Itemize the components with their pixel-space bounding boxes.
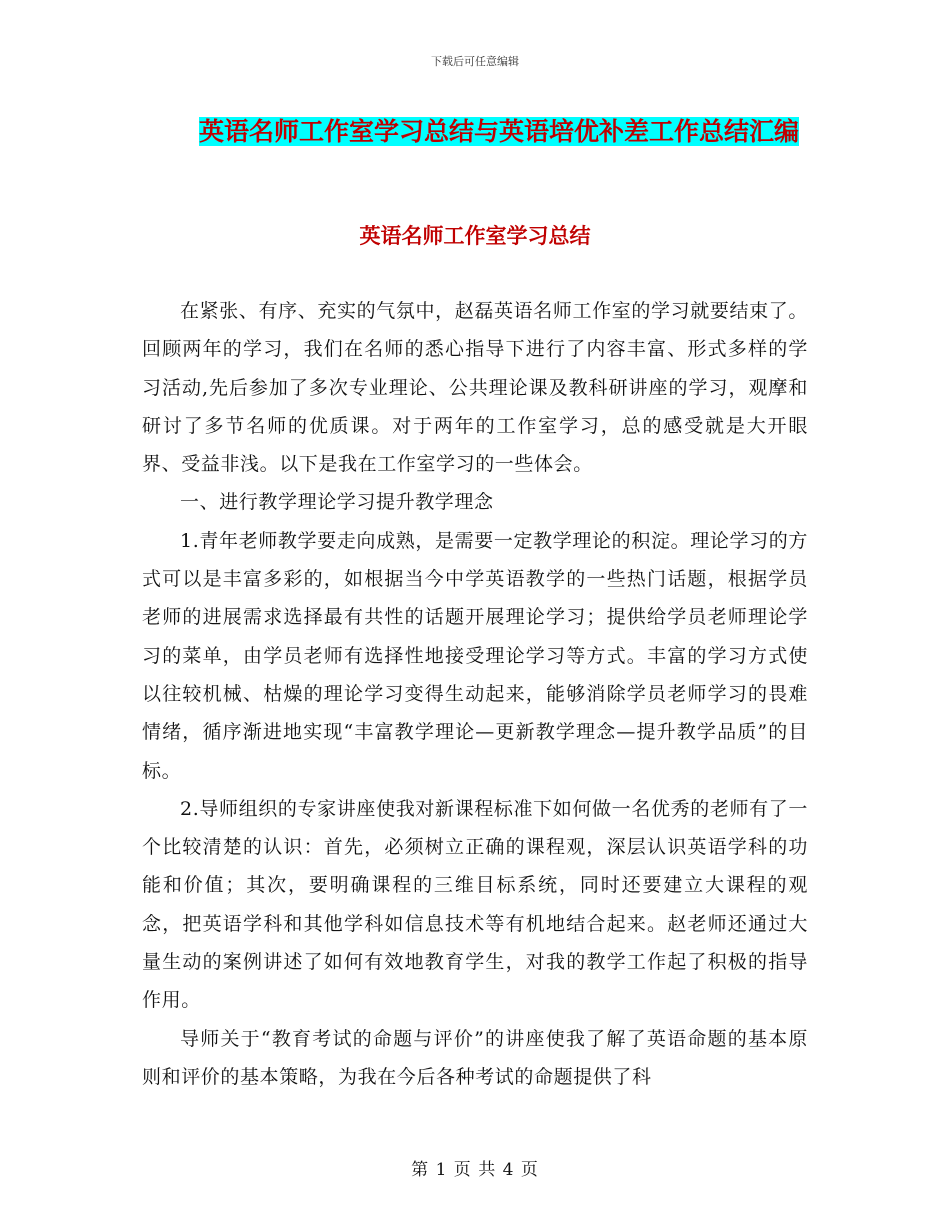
body-text [142,292,808,1096]
paragraph-heading: 一、进行教学理论学习提升教学理念 [180,491,494,514]
document-title [196,110,802,154]
page-number: 第 1 页 共 4 页 [411,1160,539,1180]
paragraph: 1.青年老师教学要走向成熟，是需要一定教学理论的积淀。理论学习的方式可以是丰富多彩的，如根据当今中学英语教学的一些热门话题，根据学员老师的进展需求选择最有共性的话题开展理论学习；提供给学员老师理论学习的菜单，由学员老师有选择性地接受理论学习等方式。丰富的学习方式使以往较机械、枯燥的理论学习变得生动起来，能够消除学员老师学习的畏难情绪，循序渐进地实现“丰富教学理论—更新教学理念—提升教学品质”的目标。 [142,529,808,782]
paragraph: 导师关于“教育考试的命题与评价”的讲座使我了解了英语命题的基本原则和评价的基本策略，为我在今后各种考试的命题提供了科 [142,1027,808,1088]
paragraph: 2.导师组织的专家讲座使我对新课程标准下如何做一名优秀的老师有了一个比较清楚的认识：首先，必须树立正确的课程观，深层认识英语学科的功能和价值；其次，要明确课程的三维目标系统，同时还要建立大课程的观念，把英语学科和其他学科如信息技术等有机地结合起来。赵老师还通过大量生动的案例讲述了如何有效地教育学生，对我的教学工作起了积极的指导作用。 [142,797,808,1012]
section-title: 英语名师工作室学习总结 [359,224,591,248]
paragraph: 在紧张、有序、充实的气氛中，赵磊英语名师工作室的学习就要结束了。回顾两年的学习，我们在名师的悉心指导下进行了内容丰富、形式多样的学习活动,先后参加了多次专业理论、公共理论课及教科研讲座的学习，观摩和研讨了多节名师的优质课。对于两年的工作室学习，总的感受就是大开眼界、受益非浅。以下是我在工作室学习的一些体会。 [142,300,808,476]
document-title-text: 英语名师工作室学习总结与英语培优补差工作总结汇编 [198,117,799,146]
header-note: 下载后可任意编辑 [431,55,519,68]
